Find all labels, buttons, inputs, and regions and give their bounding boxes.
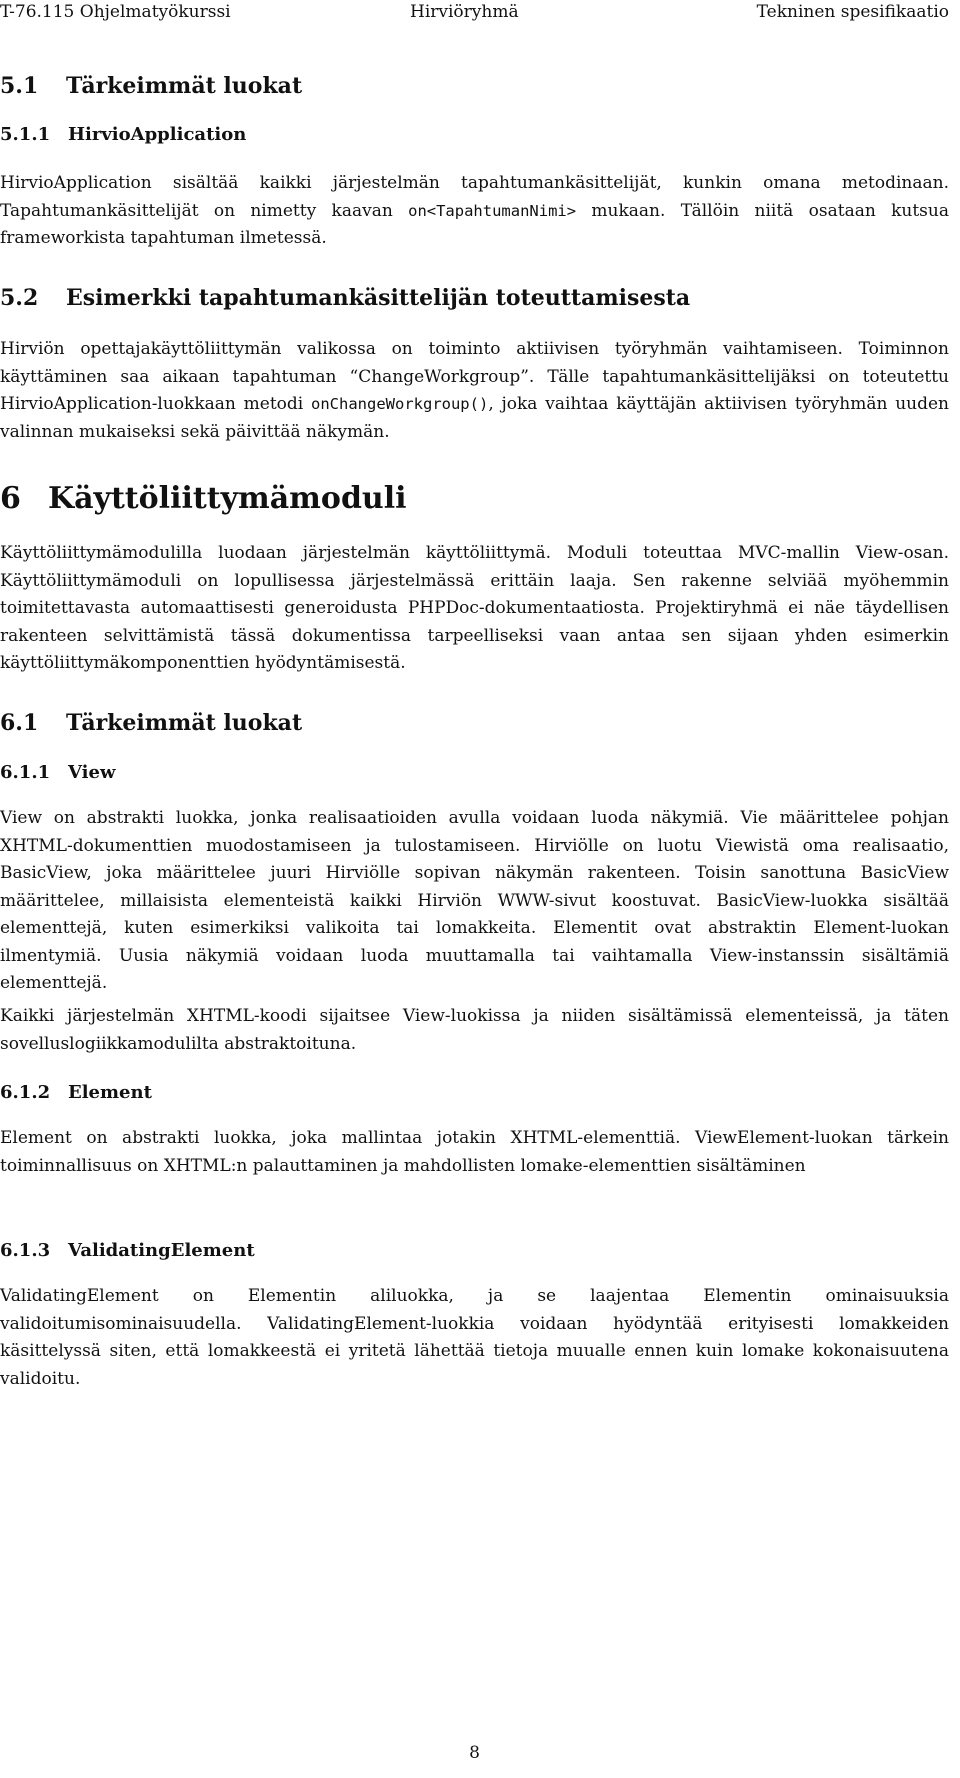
section-number: 6.1 xyxy=(0,710,39,736)
paragraph-event-handler-example xyxy=(0,336,949,446)
header-course: T-76.115 Ohjelmatyökurssi xyxy=(0,2,231,22)
paragraph-element: Element on abstrakti luokka, joka mallintaa jotakin XHTML-elementtiä. ViewElement-luokan tärkein toiminnallisuus on XHTML:n palauttaminen ja mahdollisten lomake-elementtien sisältäminen xyxy=(0,1128,949,1176)
section-number: 5.2 xyxy=(0,285,39,311)
paragraph-text: Hirviön opettajakäyttöliittymän valikossa on toiminto aktiivisen työryhmän vaihtamiseen. Toiminnon käyttäminen saa aikaan tapahtuman “ChangeWorkgroup”. Tälle tapahtumankäsittelijäksi on toteutettu HirvioApplication-luokkaan metodi xyxy=(0,339,949,414)
chapter-title: Käyttöliittymämoduli xyxy=(48,481,407,516)
section-heading-6-1 xyxy=(0,709,949,737)
section-number: 6.1.3 xyxy=(0,1240,51,1261)
paragraph-validating-element: ValidatingElement on Elementin aliluokka, ja se laajentaa Elementin ominaisuuksia validoitumisominaisuudella. ValidatingElement-luokkia voidaan hyödyntää erityisesti lomakkeiden käsittelyssä siten, että lomakkeestä ei yritetä lähettää tietoja muualle ennen kuin lomake kokonaisuutena validoitu. xyxy=(0,1286,949,1389)
paragraph-ui-module: Käyttöliittymämodulilla luodaan järjestelmän käyttöliittymä. Moduli toteuttaa MVC-mallin View-osan. Käyttöliittymämoduli on lopullisessa järjestelmässä erittäin laaja. Sen rakenne selviää myöhemmin toimitettavasta automaattisesti generoidusta PHPDoc-dokumentaatiosta. Projektiryhmä ei näe täydellisen rakenteen selvittämistä tässä dokumentissa tarpeelliseksi vaan antaa sen sijaan yhden esimerkin käyttöliittymäkomponenttien hyödyntämisestä. xyxy=(0,543,949,673)
subsection-heading-6-1-3 xyxy=(0,1239,949,1263)
subsection-heading-6-1-1 xyxy=(0,761,949,785)
inline-code: onChangeWorkgroup() xyxy=(311,395,489,413)
paragraph-text: HirvioApplication sisältää kaikki järjestelmän tapahtumankäsittelijät, kunkin omana metodinaan. Tapahtumankäsittelijät on nimetty kaavan xyxy=(0,173,949,221)
header-doc-title: Tekninen spesifikaatio xyxy=(756,2,949,22)
running-header xyxy=(0,0,949,24)
section-heading-5-1 xyxy=(0,72,949,100)
section-title: Element xyxy=(68,1082,152,1103)
page-number: 8 xyxy=(469,1743,480,1763)
paragraph-text: mukaan. Tällöin niitä osataan kutsua frameworkista tapahtuman ilmetessä. xyxy=(0,200,949,248)
section-title: Esimerkki tapahtumankäsittelijän toteuttamisesta xyxy=(66,285,691,311)
section-title: Tärkeimmät luokat xyxy=(66,710,303,736)
paragraph-view-1: View on abstrakti luokka, jonka realisaatioiden avulla voidaan luoda näkymiä. Vie määrittelee pohjan XHTML-dokumenttien muodostamiseen ja tulostamiseen. Hirviölle on luotu Viewistä oma realisaatio, BasicView, joka määrittelee juuri Hirviölle sopivan näkymän rakenteen. Toisin sanottuna BasicView määrittelee, millaisista elementeistä kaikki Hirviön WWW-sivut koostuvat. BasicView-luokka sisältää elementtejä, kuten esimerkiksi valikoita tai lomakkeita. Elementit ovat abstraktin Element-luokan ilmentymiä. Uusia näkymiä voidaan luoda muuttamalla tai vaihtamalla View-instanssin sisältämiä elementtejä. xyxy=(0,808,949,993)
section-heading-5-2 xyxy=(0,284,949,312)
section-title: ValidatingElement xyxy=(68,1240,255,1261)
section-number: 6.1.2 xyxy=(0,1082,51,1103)
paragraph-text: , joka vaihtaa käyttäjän aktiivisen työryhmän uuden valinnan mukaiseksi sekä päivittää näkymän. xyxy=(0,394,949,442)
subsection-heading-5-1-1 xyxy=(0,123,949,147)
chapter-heading-6 xyxy=(0,481,949,517)
paragraph-view-2: Kaikki järjestelmän XHTML-koodi sijaitsee View-luokissa ja niiden sisältämissä elementeissä, ja täten sovelluslogiikkamodulilta abstraktoituna. xyxy=(0,1006,949,1054)
section-title: HirvioApplication xyxy=(68,124,247,145)
header-group: Hirviöryhmä xyxy=(410,2,519,22)
subsection-heading-6-1-2 xyxy=(0,1081,949,1105)
section-number: 6.1.1 xyxy=(0,762,51,783)
section-number: 5.1 xyxy=(0,73,39,99)
section-number: 5.1.1 xyxy=(0,124,51,145)
inline-code: on<TapahtumanNimi> xyxy=(408,201,577,220)
paragraph-hirvioapplication xyxy=(0,170,949,253)
section-title: Tärkeimmät luokat xyxy=(66,73,303,99)
section-title: View xyxy=(68,762,116,783)
chapter-number: 6 xyxy=(0,481,21,516)
